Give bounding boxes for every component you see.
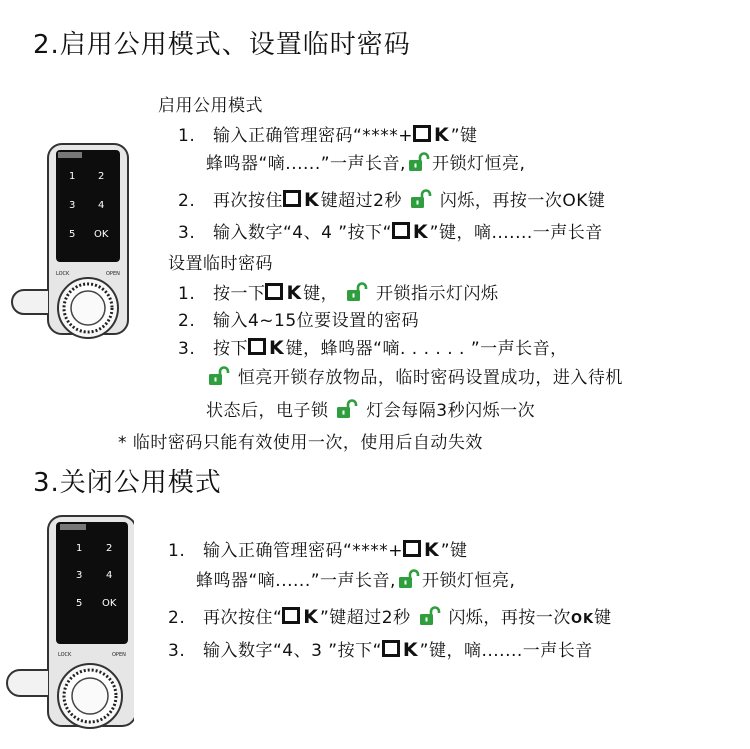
keypad-key-5: 5 — [69, 229, 76, 240]
keypad-key-ok: OK — [102, 598, 117, 609]
temp-step-1: 1. 按一下 K键， 开锁指示灯闪烁 — [178, 282, 499, 304]
unlock-icon — [398, 569, 420, 589]
temp-step-3-cont2: 状态后，电子锁 灯会每隔3秒闪烁一次 — [206, 401, 536, 421]
ok-key-label: K — [282, 606, 320, 628]
keypad-key-2: 2 — [98, 171, 105, 182]
unlock-icon — [208, 366, 230, 386]
keypad-key-4: 4 — [98, 200, 105, 211]
keypad-key-2: 2 — [106, 543, 113, 554]
unlock-icon — [410, 189, 432, 209]
keypad-key-4: 4 — [106, 570, 113, 581]
ok-key-label: K — [382, 639, 420, 661]
close-step-1-cont: 蜂鸣器“嘀......”一声长音, 开锁灯恒亮, — [196, 571, 516, 591]
close-step-1: 1. 输入正确管理密码“****+ K”键 — [168, 539, 468, 561]
keypad-key-5: 5 — [76, 598, 83, 609]
close-step-3: 3. 输入数字“4、3 ”按下“ K”键，嘀.......一声长音 — [168, 639, 593, 661]
section2-title: 2.启用公用模式、设置临时密码 — [33, 30, 411, 60]
enable-heading: 启用公用模式 — [158, 96, 263, 116]
unlock-icon — [336, 399, 358, 419]
lock-label: LOCK — [56, 271, 70, 277]
keypad-key-1: 1 — [69, 171, 76, 182]
enable-step-3: 3. 输入数字“4、4 ”按下“ K”键，嘀.......一声长音 — [178, 221, 603, 243]
temp-step-2: 2. 输入4~15位要设置的密码 — [178, 311, 420, 331]
enable-step-1: 1. 输入正确管理密码“****+ K”键 — [178, 124, 478, 146]
enable-step-1-cont: 蜂鸣器“嘀......”一声长音, 开锁灯恒亮, — [206, 154, 526, 174]
open-label: OPEN — [106, 271, 120, 277]
section3-title: 3.关闭公用模式 — [33, 468, 222, 498]
close-step-2: 2. 再次按住“ K”键超过2秒 闪烁，再按一次OK键 — [168, 606, 612, 628]
ok-key-label: K — [403, 539, 441, 561]
unlock-icon — [346, 282, 368, 302]
unlock-icon — [408, 152, 430, 172]
temp-password-note: * 临时密码只能有效使用一次，使用后自动失效 — [118, 433, 483, 453]
keypad-lock-illustration — [4, 510, 134, 745]
unlock-icon — [419, 606, 441, 626]
open-label: OPEN — [112, 652, 126, 658]
keypad-key-1: 1 — [76, 543, 83, 554]
ok-key-small: OK — [570, 612, 595, 627]
ok-key-label: K — [265, 282, 303, 304]
lock-label: LOCK — [58, 652, 72, 658]
ok-key-label: K — [413, 124, 451, 146]
enable-step-2: 2. 再次按住 K键超过2秒 闪烁，再按一次OK键 — [178, 189, 606, 211]
ok-key-label: K — [392, 221, 430, 243]
keypad-lock-illustration — [10, 138, 135, 353]
temp-step-3-cont: 恒亮开锁存放物品，临时密码设置成功，进入待机 — [206, 363, 623, 388]
keypad-key-3: 3 — [76, 570, 83, 581]
temp-heading: 设置临时密码 — [168, 254, 273, 274]
keypad-key-ok: OK — [94, 229, 109, 240]
keypad-key-3: 3 — [69, 200, 76, 211]
temp-step-3: 3. 按下 K键，蜂鸣器“嘀. . . . . . ”一声长音， — [178, 337, 568, 359]
ok-key-label: K — [283, 189, 321, 211]
ok-key-label: K — [248, 337, 286, 359]
